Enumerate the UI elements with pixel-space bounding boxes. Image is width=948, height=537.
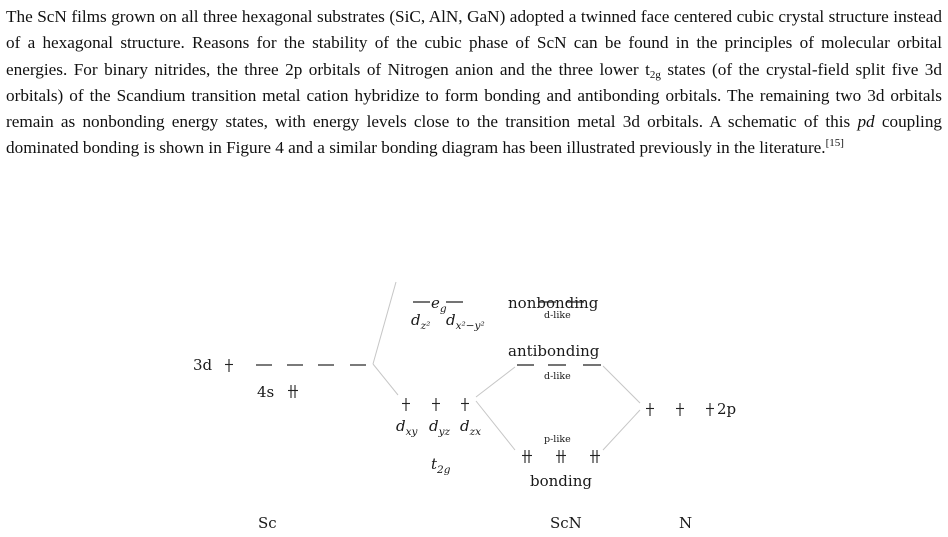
citation: [15] xyxy=(825,137,844,150)
dxy-label: $d_{xy}$ xyxy=(396,417,418,438)
dx2y2-label: $d_{x^2-y^2}$ xyxy=(446,311,485,332)
dzx-electron-up-arrow-icon xyxy=(461,398,469,411)
n-2p-electron-up-arrow-2-icon xyxy=(676,403,684,416)
n-atom-label: N xyxy=(679,514,693,532)
nonbonding-label: nonbonding xyxy=(508,294,599,312)
connector-sc-eg xyxy=(373,282,396,364)
connector-sc-t2g xyxy=(373,364,398,395)
dz2-label: $d_{z^2}$ xyxy=(411,311,431,332)
bonding-electron-pair-2-icon xyxy=(556,450,566,463)
paragraph-text-1: The ScN films grown on all three hexagonal substrates (SiC, AlN, GaN) adopted a twinned face centered cubic crystal structure instead of a hexagonal structure. Reasons for the stability of the cubic phase of ScN can be found in the principles of molecular orbital energies. For binary nitrides, the three 2p orbitals of Nitrogen anion and the three lower t xyxy=(6,7,942,79)
p-like-label: p-like xyxy=(544,434,571,445)
eg-label: $e_g$ xyxy=(431,294,447,315)
dxy-electron-up-arrow-icon xyxy=(402,398,410,411)
bonding-electron-pair-1-icon xyxy=(522,450,532,463)
scn-atom-label: ScN xyxy=(550,514,582,532)
n-2p-label: 2p xyxy=(717,400,737,418)
antibonding-label: antibonding xyxy=(508,342,600,360)
n-2p-electron-up-arrow-1-icon xyxy=(646,403,654,416)
bonding-label: bonding xyxy=(530,472,592,490)
pd-italic: pd xyxy=(857,112,875,132)
dzx-label: $d_{zx}$ xyxy=(460,417,482,438)
sc-3d-label: 3d xyxy=(193,356,213,374)
connector-t2g-antibonding xyxy=(476,367,515,397)
paragraph-text-2: states (of the crystal-field split five 3d orbitals) of the Scandium transition metal cation hybridize to form bonding and antibonding orbitals. The remaining two 3d orbitals remain as nonbonding energy states, with energy levels close to the transition metal 3d orbitals. A schematic of this xyxy=(6,59,942,132)
paragraph-text-3: coupling dominated bonding is shown in Figure 4 and a similar bonding diagram has been illustrated previously in the literature. xyxy=(6,112,943,158)
t2g-subscript: 2g xyxy=(649,68,661,81)
bonding-electron-pair-3-icon xyxy=(590,450,600,463)
n-2p-electron-up-arrow-3-icon xyxy=(706,403,714,416)
dyz-label: $d_{yz}$ xyxy=(429,417,451,438)
connector-t2g-bonding xyxy=(476,401,515,450)
connector-bonding-n xyxy=(603,410,640,450)
nonbonding-d-like-label: d-like xyxy=(544,310,571,321)
sc-4s-electron-pair-arrows-icon xyxy=(288,385,298,398)
t2g-label: $t_{2g}$ xyxy=(431,455,451,476)
antibonding-d-like-label: d-like xyxy=(544,371,571,382)
connector-antibonding-n xyxy=(603,366,640,403)
dyz-electron-up-arrow-icon xyxy=(432,398,440,411)
sc-3d-electron-up-arrow-icon xyxy=(225,359,233,372)
sc-4s-label: 4s xyxy=(257,383,275,401)
sc-atom-label: Sc xyxy=(258,514,277,532)
